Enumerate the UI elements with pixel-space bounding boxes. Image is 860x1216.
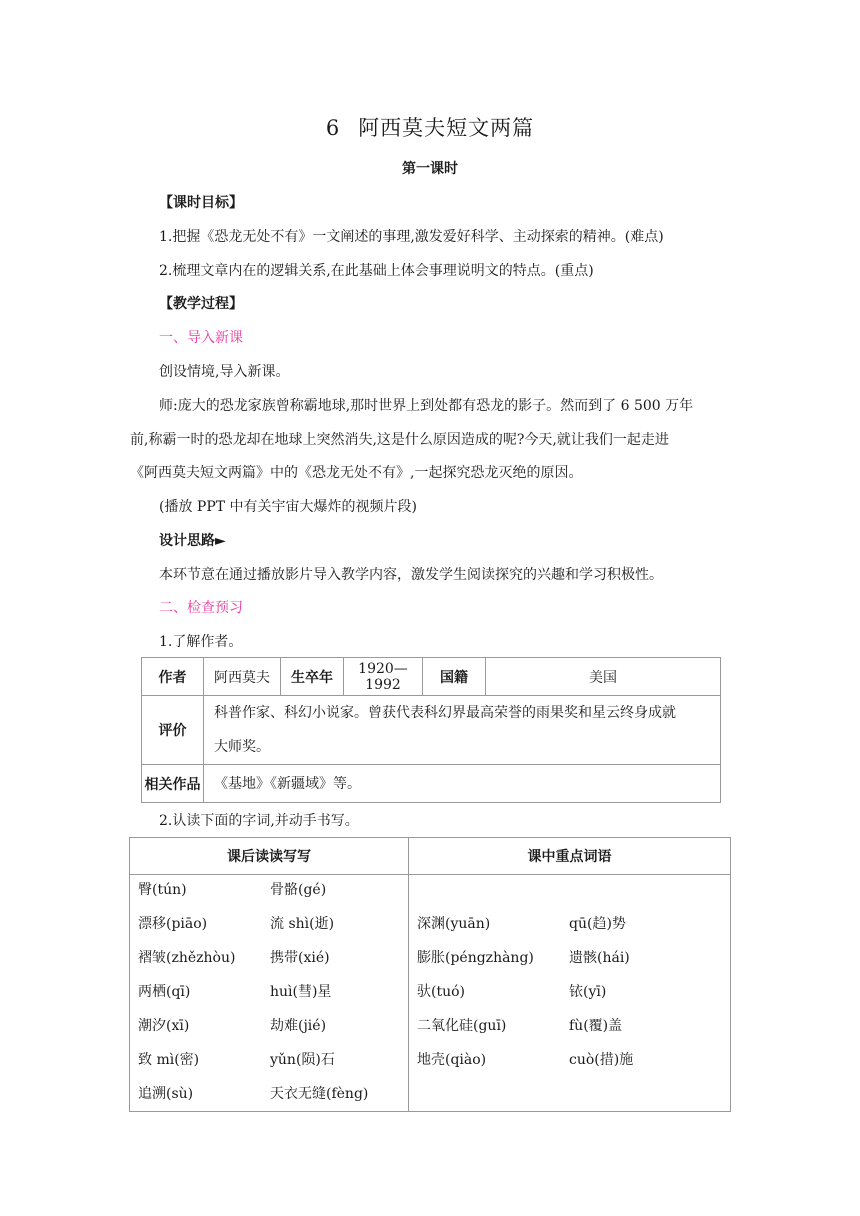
word-item: qū(趋)势: [569, 916, 626, 932]
word-item: 褶皱(zhězhòu): [138, 950, 236, 966]
objective-item-2: 2.梳理文章内在的逻辑关系,在此基础上体会事理说明文的特点。(重点): [159, 263, 594, 279]
word-item: fù(覆)盖: [569, 1018, 623, 1034]
word-item: 地壳(qiào): [417, 1052, 487, 1068]
nation-value: 美国: [486, 658, 721, 696]
word-item: 两栖(qī): [138, 984, 191, 1000]
section2-heading: 二、检查预习: [159, 600, 243, 616]
word-item: 致 mì(密): [138, 1052, 200, 1068]
word-item: 流 shì(逝): [270, 916, 335, 932]
word-table: [129, 837, 731, 1112]
word-item: 追溯(sù): [138, 1086, 194, 1102]
eval-line-2: 大师奖。: [214, 739, 270, 755]
word-item: 深渊(yuān): [417, 916, 491, 932]
lesson-title-text: 阿西莫夫短文两篇: [358, 116, 535, 140]
word-left-list: [130, 875, 408, 1111]
word-col1-header: 课后读读写写: [130, 838, 409, 875]
word-right-list: [409, 875, 730, 1111]
process-heading: 【教学过程】: [159, 296, 243, 312]
author-table: [141, 657, 721, 803]
word-item: 遗骸(hái): [569, 950, 630, 966]
section2-item1: 1.了解作者。: [159, 634, 243, 650]
section2-item2: 2.认读下面的字词,并动手书写。: [159, 813, 359, 829]
word-item: 携带(xié): [270, 950, 330, 966]
teacher-line-1: 师:庞大的恐龙家族曾称霸地球,那时世界上到处都有恐龙的影子。然而到了 6 500 万年: [159, 398, 694, 414]
word-item: 潮汐(xī): [138, 1018, 190, 1034]
works-label: 相关作品: [142, 765, 204, 803]
section1-heading: 一、导入新课: [159, 330, 243, 346]
word-item: 天衣无缝(fèng): [270, 1086, 369, 1102]
word-item: 铱(yī): [569, 984, 607, 1000]
objective-item-1: 1.把握《恐龙无处不有》一文阐述的事理,激发爱好科学、主动探索的精神。(难点): [159, 229, 664, 245]
works-value: 《基地》《新疆域》等。: [204, 765, 721, 803]
word-item: 劫难(jié): [270, 1018, 327, 1034]
word-item: 骨骼(gé): [270, 882, 327, 898]
objectives-heading: 【课时目标】: [159, 195, 243, 211]
years-label: 生卒年: [281, 658, 344, 696]
years-value: 1920—1992: [344, 658, 423, 696]
teacher-line-3: 《阿西莫夫短文两篇》中的《恐龙无处不有》,一起探究恐龙灭绝的原因。: [130, 465, 583, 481]
lesson-number: 6: [325, 116, 341, 140]
lesson-subtitle: 第一课时: [402, 161, 458, 177]
word-col2-header: 课中重点词语: [409, 838, 731, 875]
word-item: yǔn(陨)石: [270, 1052, 335, 1068]
eval-line-1: 科普作家、科幻小说家。曾获代表科幻界最高荣誉的雨果奖和星云终身成就: [214, 705, 676, 721]
author-label: 作者: [142, 658, 204, 696]
word-item: 漂移(piāo): [138, 916, 208, 932]
word-item: 膨胀(péngzhàng): [417, 950, 534, 966]
author-value: 阿西莫夫: [204, 658, 281, 696]
word-item: 驮(tuó): [417, 984, 465, 1000]
word-right-cell: [409, 875, 731, 1112]
section1-intro: 创设情境,导入新课。: [159, 364, 290, 380]
eval-label: 评价: [142, 696, 204, 765]
lesson-title: [0, 112, 860, 142]
word-item: huì(彗)星: [270, 984, 332, 1000]
word-left-cell: [130, 875, 409, 1112]
word-item: 臀(tún): [138, 882, 187, 898]
word-item: cuò(措)施: [569, 1052, 634, 1068]
video-note: (播放 PPT 中有关宇宙大爆炸的视频片段): [159, 499, 418, 515]
word-item: 二氧化硅(guī): [417, 1018, 507, 1034]
design-label: 设计思路►: [159, 533, 226, 549]
eval-value: [204, 696, 721, 765]
nation-label: 国籍: [423, 658, 486, 696]
design-text: 本环节意在通过播放影片导入教学内容，激发学生阅读探究的兴趣和学习积极性。: [159, 567, 663, 583]
teacher-line-2: 前,称霸一时的恐龙却在地球上突然消失,这是什么原因造成的呢?今天,就让我们一起走进: [130, 432, 669, 448]
